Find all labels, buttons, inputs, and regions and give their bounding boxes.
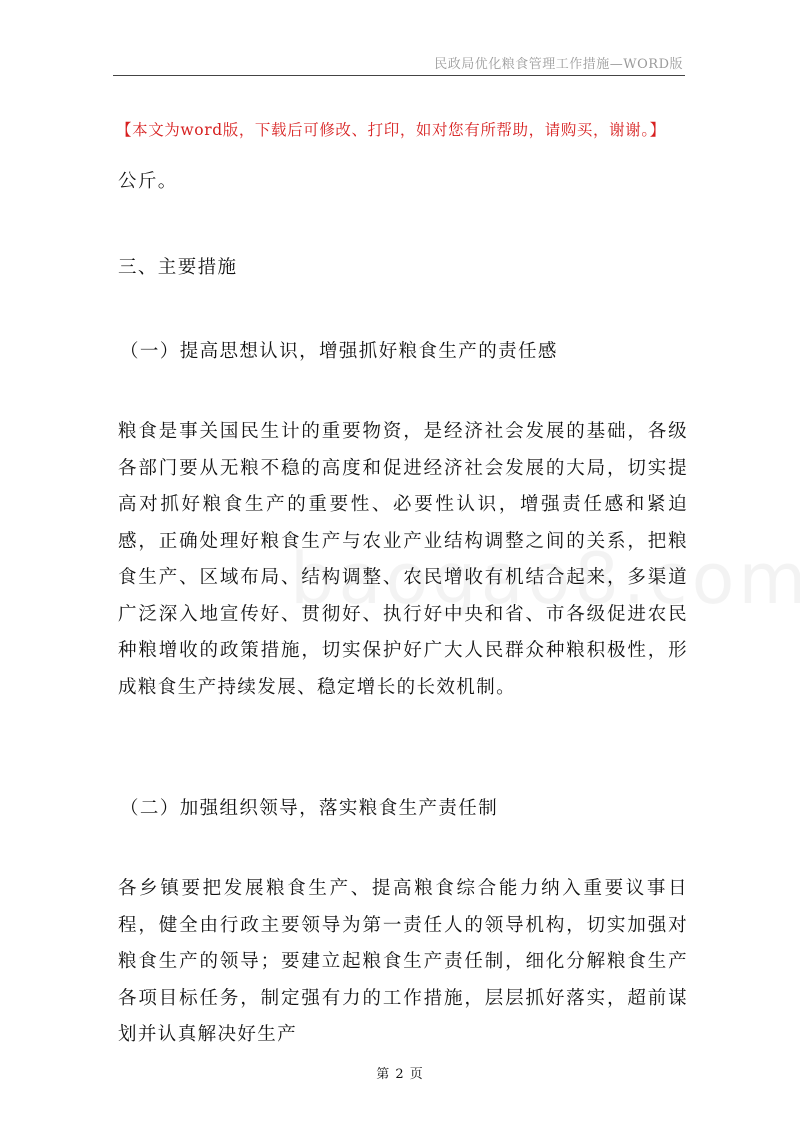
body-paragraph-1: 粮食是事关国民生计的重要物资，是经济社会发展的基础，各级各部门要从无粮不稳的高度和促进经济社会发展的大局，切实提高对抓好粮食生产的重要性、必要性认识，增强责任感和紧迫感，正确处理好粮食生产与农业产业结构调整之间的关系，把粮食生产、区域布局、结构调整、农民增收有机结合起来，多渠道广泛深入地宣传好、贯彻好、执行好中央和省、市各级促进农民种粮增收的政策措施，切实保护好广大人民群众种粮积极性，形成粮食生产持续发展、稳定增长的长效机制。 bbox=[118, 421, 688, 698]
subsection-heading-1: （一）提高思想认识，增强抓好粮食生产的责任感 bbox=[120, 341, 558, 362]
subsection-heading-2: （二）加强组织领导，落实粮食生产责任制 bbox=[120, 798, 499, 819]
paragraph-continuation: 公斤。 bbox=[118, 171, 178, 192]
section-heading: 三、主要措施 bbox=[118, 257, 238, 278]
page-number: 第 2 页 bbox=[376, 1067, 424, 1082]
header-divider bbox=[113, 75, 685, 76]
body-paragraph-2: 各乡镇要把发展粮食生产、提高粮食综合能力纳入重要议事日程，健全由行政主要领导为第一责任人的领导机构，切实加强对粮食生产的领导；要建立起粮食生产责任制，细化分解粮食生产各项目标任务，制定强有力的工作措施，层层抓好落实，超前谋划并认真解决好生产 bbox=[118, 878, 688, 1045]
purchase-notice: 【本文为word版，下载后可修改、打印，如对您有所帮助，请购买，谢谢。】 bbox=[116, 121, 666, 139]
document-header-title: 民政局优化粮食管理工作措施—WORD版 bbox=[434, 57, 683, 72]
